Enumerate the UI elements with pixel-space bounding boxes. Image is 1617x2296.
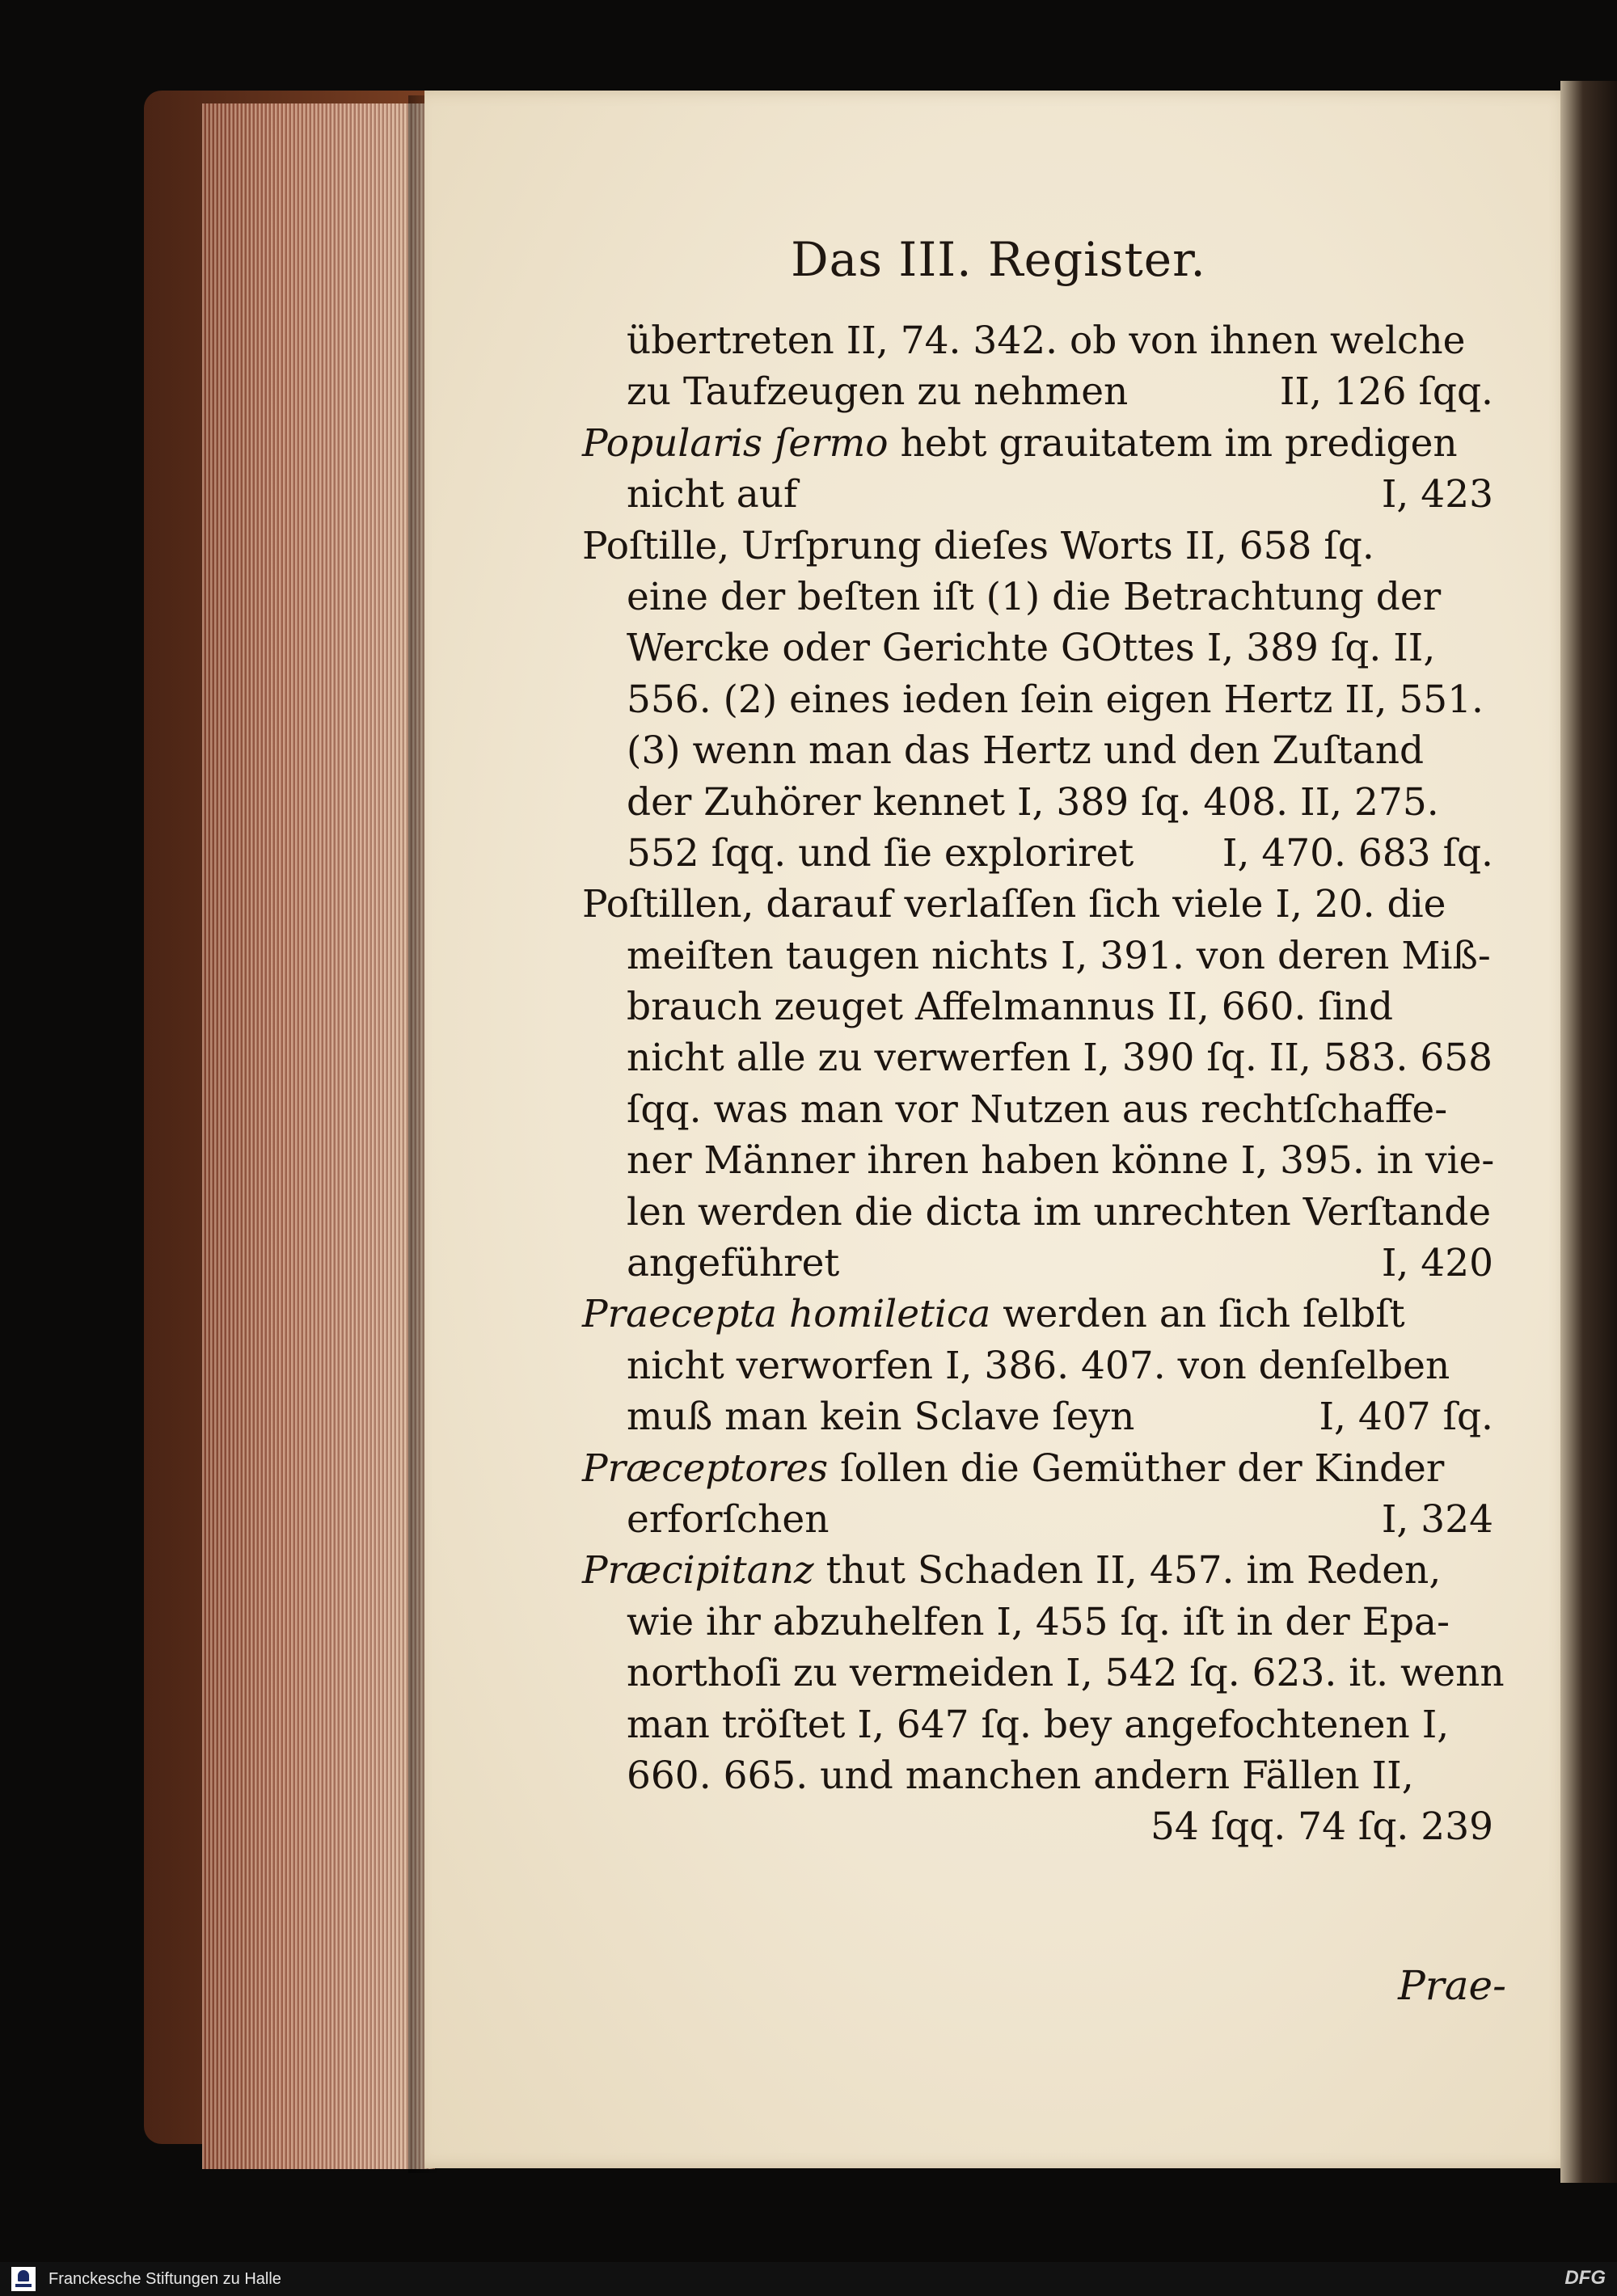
index-line-text: erforſchen — [627, 1496, 830, 1542]
index-line-text: Poſtillen, darauf verlaſſen ſich viele I, 20. die — [582, 882, 1446, 927]
running-head: Das III. Register. — [791, 232, 1206, 287]
index-line — [627, 1801, 1493, 1852]
index-line — [627, 1340, 1493, 1391]
index-line-text: brauch zeuget Affelmannus II, 660. ſind — [627, 985, 1394, 1030]
catchword: Prae- — [1398, 1962, 1506, 2009]
index-line — [627, 1648, 1505, 1699]
index-line — [627, 469, 1493, 520]
index-line — [627, 931, 1493, 981]
index-line — [627, 1750, 1493, 1801]
index-line-text: nicht auf — [627, 472, 798, 517]
index-line-text: 552 ſqq. und ſie exploriret — [627, 830, 1134, 876]
index-line-reference: I, 420 — [1381, 1241, 1493, 1286]
index-line — [627, 1597, 1493, 1648]
index-line-text: 556. (2) eines ieden ſein eigen Hertz II, 551. — [627, 677, 1484, 722]
footer-bar — [0, 2262, 1617, 2296]
index-line-text: meiſten taugen nichts I, 391. von deren Miß- — [627, 933, 1491, 978]
index-line — [582, 521, 1493, 572]
index-line — [627, 315, 1493, 366]
index-line-reference: I, 407 ſq. — [1319, 1395, 1493, 1440]
institution-logo-icon — [11, 2267, 36, 2291]
index-line — [627, 828, 1493, 879]
index-line — [627, 1032, 1493, 1083]
index-line — [627, 674, 1493, 725]
index-line-reference: II, 126 ſqq. — [1279, 369, 1493, 415]
index-line — [627, 1494, 1493, 1545]
index-line — [582, 1443, 1493, 1494]
index-line-text: (3) wenn man das Hertz und den Zuſtand — [627, 728, 1425, 774]
index-line-text: angeführet — [627, 1241, 840, 1286]
index-line-reference: I, 423 — [1381, 472, 1493, 517]
index-line-text: wie ihr abzuhelfen I, 455 ſq. iſt in der Epa- — [627, 1599, 1450, 1644]
index-line-text: man tröſtet I, 647 ſq. bey angefochtenen I, — [627, 1702, 1450, 1747]
index-line — [627, 1699, 1493, 1750]
footer-brand: DFG — [1564, 2267, 1606, 2289]
index-line — [582, 879, 1493, 930]
index-line-text: übertreten II, 74. 342. ob von ihnen welche — [627, 319, 1466, 363]
index-line — [627, 1084, 1493, 1135]
index-line — [627, 1238, 1493, 1289]
index-line — [627, 1187, 1493, 1238]
index-line — [627, 777, 1493, 828]
index-entries — [582, 315, 1505, 1853]
index-line — [627, 572, 1493, 623]
index-line-text: Præceptores ſollen die Gemüther der Kinder — [582, 1446, 1445, 1491]
gutter-shadow — [1560, 81, 1617, 2183]
index-line-text: nicht verworfen I, 386. 407. von denſelben — [627, 1343, 1450, 1388]
index-line — [627, 366, 1493, 417]
index-line — [582, 1289, 1493, 1340]
index-line-text: eine der beſten iſt (1) die Betrachtung der — [627, 574, 1442, 619]
index-line — [627, 623, 1493, 673]
index-line-text: muß man kein Sclave ſeyn — [627, 1395, 1135, 1440]
index-line-text: 660. 665. und manchen andern Fällen II, — [627, 1753, 1414, 1798]
index-line-text: len werden die dicta im unrechten Verſtande — [627, 1189, 1492, 1235]
index-line — [582, 1545, 1493, 1596]
index-line — [627, 1391, 1493, 1442]
index-line-text: Popularis ſermo hebt grauitatem im predigen — [582, 420, 1458, 466]
index-line-text: ner Männer ihren haben könne I, 395. in vie- — [627, 1138, 1495, 1184]
footer-institution: Franckesche Stiftungen zu Halle — [49, 2270, 281, 2288]
index-line — [582, 418, 1493, 469]
index-line-text: Præcipitanz thut Schaden II, 457. im Reden, — [582, 1548, 1442, 1593]
index-line-reference: I, 470. 683 ſq. — [1222, 830, 1493, 876]
index-line — [627, 725, 1493, 776]
index-line-text: der Zuhörer kennet I, 389 ſq. 408. II, 275. — [627, 779, 1439, 825]
index-line-text: northoſi zu vermeiden I, 542 ſq. 623. it. wenn — [627, 1651, 1505, 1696]
index-line-reference: I, 324 — [1381, 1496, 1493, 1542]
index-line-text: nicht alle zu verwerfen I, 390 ſq. II, 583. 658 — [627, 1036, 1493, 1081]
index-line — [627, 981, 1493, 1032]
index-line-text: Poſtille, Urſprung dieſes Worts II, 658 ſq. — [582, 523, 1374, 568]
index-line-text: Praecepta homiletica werden an ſich ſelbſt — [582, 1292, 1405, 1337]
index-line — [627, 1135, 1493, 1186]
index-line-text: zu Taufzeugen zu nehmen — [627, 369, 1129, 415]
page-block-edge — [202, 103, 435, 2169]
index-line-text: ſqq. was man vor Nutzen aus rechtſchaffe- — [627, 1087, 1448, 1132]
index-line-text: Wercke oder Gerichte GOttes I, 389 ſq. II, — [627, 626, 1436, 671]
index-line-reference: 54 ſqq. 74 ſq. 239 — [1150, 1804, 1493, 1850]
